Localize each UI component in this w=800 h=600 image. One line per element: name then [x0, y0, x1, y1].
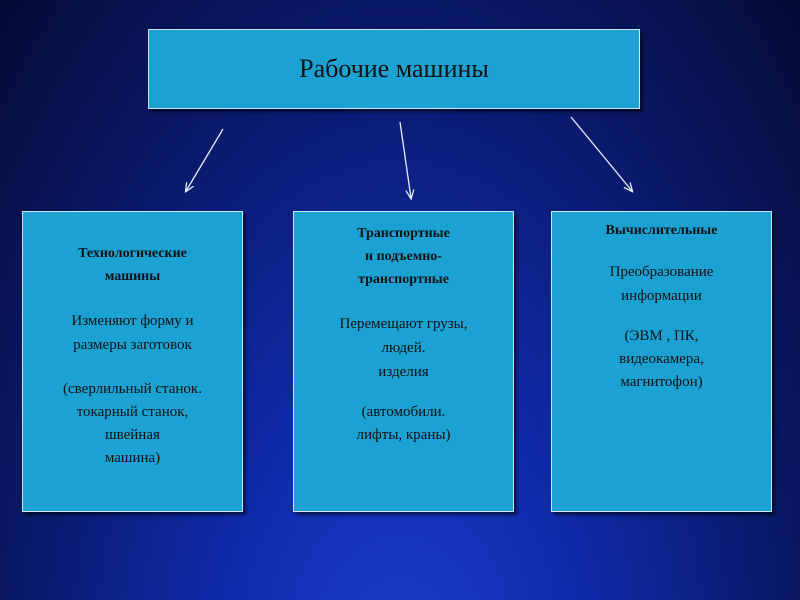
card-title: Транспортные и подъемно- транспортные: [357, 226, 450, 287]
card-examples: (ЭВМ , ПК, видеокамера, магнитофон): [619, 328, 704, 390]
card-description: Перемещают грузы, людей. изделия: [339, 316, 468, 380]
arrow-to-card-3: [571, 117, 632, 191]
card-examples: (автомобили. лифты, краны): [356, 404, 451, 443]
card-description: Преобразование информации: [609, 264, 714, 304]
arrow-to-card-1: [186, 129, 223, 191]
card-examples: (сверлильный станок. токарный станок, швейная машина): [63, 381, 202, 466]
arrow-to-card-2: [400, 122, 411, 198]
category-card-computing: [551, 211, 772, 512]
card-title: Вычислительные: [605, 223, 718, 238]
root-node-title: Рабочие машины: [299, 54, 489, 83]
category-card-technological: [22, 211, 243, 512]
category-card-transport: [293, 211, 514, 512]
card-title: Технологические машины: [78, 246, 187, 284]
card-description: Изменяют форму и размеры заготовок: [71, 313, 194, 353]
root-node-working-machines: [148, 29, 640, 109]
